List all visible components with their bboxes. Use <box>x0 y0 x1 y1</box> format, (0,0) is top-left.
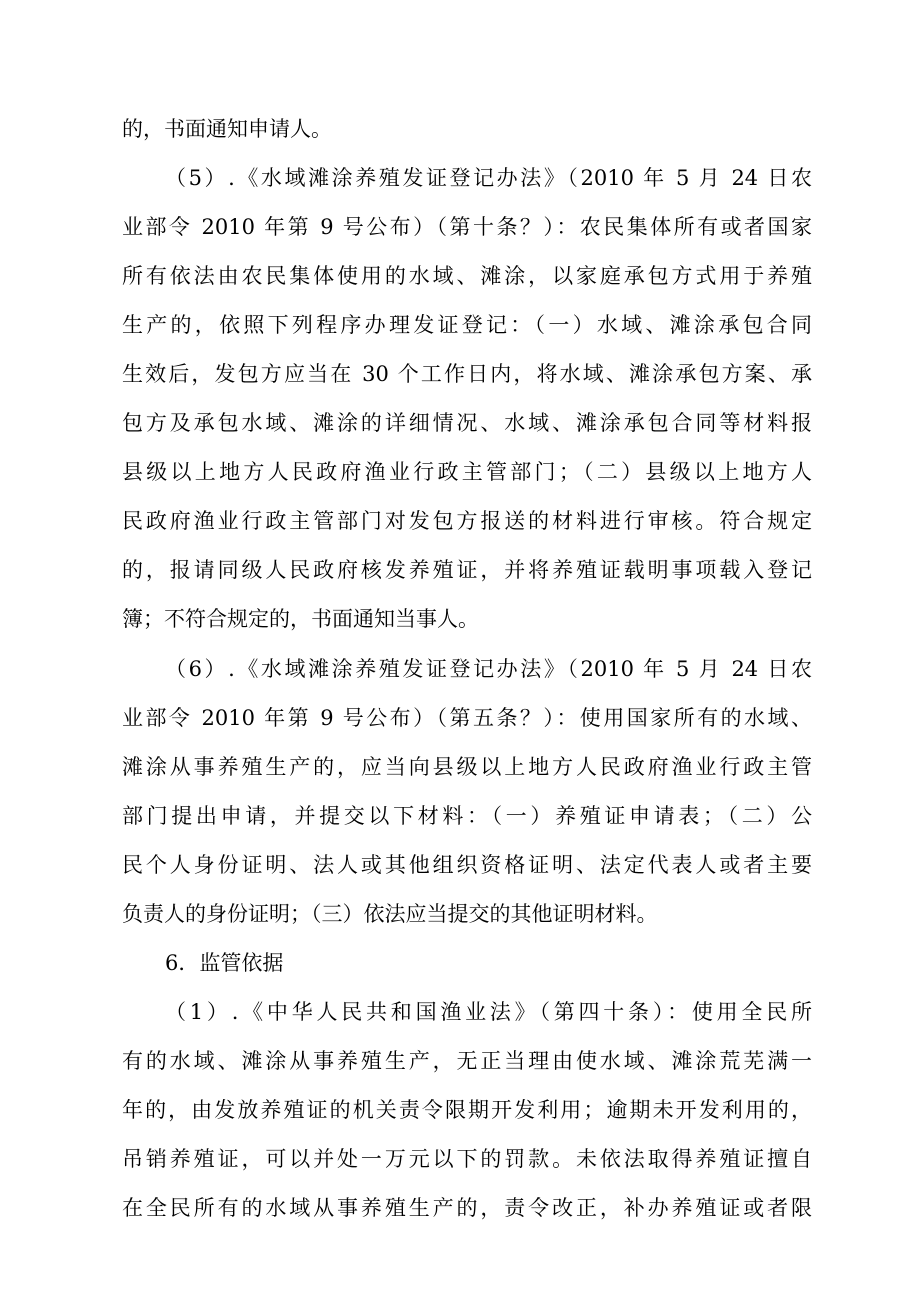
text-line-5: 生产的，依照下列程序办理发证登记：（一）水域、滩涂承包合同 <box>122 313 812 337</box>
text-line-4: 所有依法由农民集体使用的水域、滩涂，以家庭承包方式用于养殖 <box>122 264 812 288</box>
text-line-21: 年的，由发放养殖证的机关责令限期开发利用；逾期未开发利用的， <box>122 1098 812 1122</box>
text-line-20: 有的水域、滩涂从事养殖生产，无正当理由使水域、滩涂荒芜满一 <box>122 1049 812 1073</box>
text-line-1: 的，书面通知申请人。 <box>122 117 332 141</box>
text-line-9: 民政府渔业行政主管部门对发包方报送的材料进行审核。符合规定 <box>122 509 812 533</box>
text-line-19: （1）.《中华人民共和国渔业法》（第四十条）：使用全民所 <box>165 1000 812 1024</box>
text-line-8: 县级以上地方人民政府渔业行政主管部门；（二）县级以上地方人 <box>122 460 812 484</box>
text-line-16: 民个人身份证明、法人或其他组织资格证明、法定代表人或者主要 <box>122 853 812 877</box>
text-line-11: 簿；不符合规定的，书面通知当事人。 <box>122 607 479 631</box>
text-line-17: 负责人的身份证明；（三）依法应当提交的其他证明材料。 <box>122 902 658 926</box>
text-line-6: 生效后，发包方应当在 30 个工作日内，将水域、滩涂承包方案、承 <box>122 362 812 386</box>
text-line-2: （5）.《水域滩涂养殖发证登记办法》（2010 年 5 月 24 日农 <box>165 166 812 190</box>
text-line-7: 包方及承包水域、滩涂的详细情况、水域、滩涂承包合同等材料报 <box>122 411 812 435</box>
text-line-15: 部门提出申请，并提交以下材料：（一）养殖证申请表；（二）公 <box>122 804 812 828</box>
text-line-22: 吊销养殖证，可以并处一万元以下的罚款。未依法取得养殖证擅自 <box>122 1147 812 1171</box>
text-line-12: （6）.《水域滩涂养殖发证登记办法》（2010 年 5 月 24 日农 <box>165 657 812 681</box>
text-line-14: 滩涂从事养殖生产的，应当向县级以上地方人民政府渔业行政主管 <box>122 755 812 779</box>
text-line-3: 业部令 2010 年第 9 号公布）（第十条？）：农民集体所有或者国家 <box>122 215 812 239</box>
text-line-10: 的，报请同级人民政府核发养殖证，并将养殖证载明事项载入登记 <box>122 558 812 582</box>
text-line-23: 在全民所有的水域从事养殖生产的，责令改正，补办养殖证或者限 <box>122 1196 812 1220</box>
text-line-13: 业部令 2010 年第 9 号公布）（第五条？）：使用国家所有的水域、 <box>122 706 812 730</box>
section-heading: 6．监管依据 <box>165 951 284 975</box>
